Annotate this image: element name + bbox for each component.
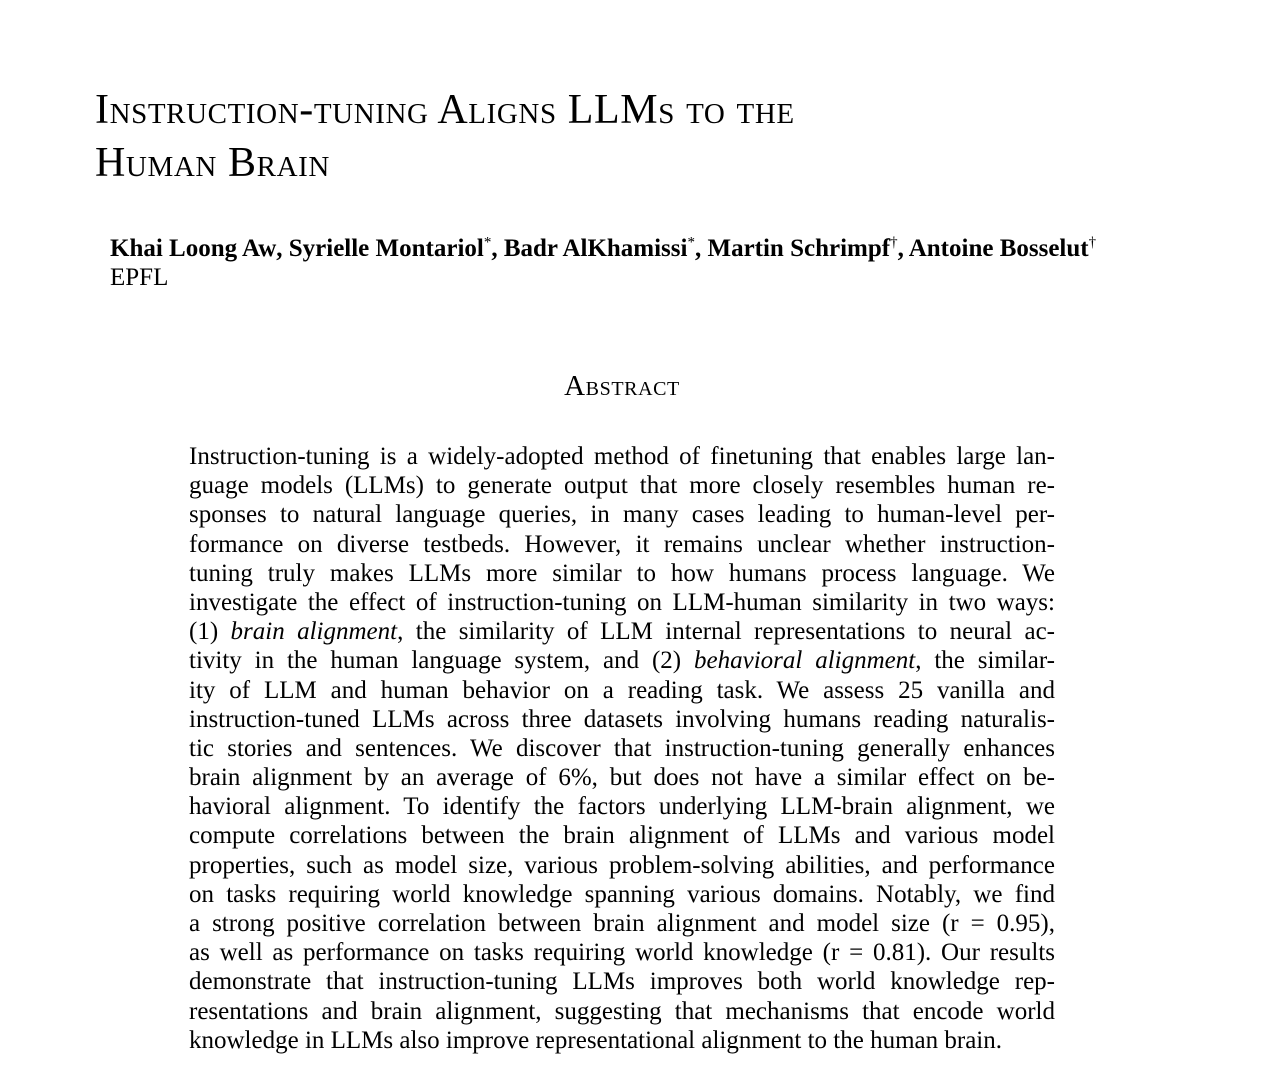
abstract-line xyxy=(189,559,1055,588)
abstract-line xyxy=(189,442,1055,471)
abstract-text: havioral alignment. To identify the factors underlying LLM-brain alignment, we xyxy=(189,793,1055,821)
abstract-text: compute correlations between the brain alignment of LLMs and various model xyxy=(189,822,1055,850)
paper-title xyxy=(95,84,1195,190)
title-line-2: Human Brain xyxy=(95,140,330,186)
abstract-line xyxy=(189,705,1055,734)
abstract-text: ity of LLM and human behavior on a reading task. We assess 25 vanilla and xyxy=(189,676,1055,704)
abstract-text: tuning truly makes LLMs more similar to how humans process language. We xyxy=(189,559,1055,587)
abstract-emphasis: behavioral alignment xyxy=(694,647,916,675)
abstract-text: on tasks requiring world knowledge spanning various domains. Notably, we find xyxy=(189,880,1055,908)
abstract-line xyxy=(189,967,1055,996)
abstract-line xyxy=(189,471,1055,500)
affiliation: EPFL xyxy=(110,264,169,291)
abstract-text: sponses to natural language queries, in many cases leading to human-level per- xyxy=(189,501,1055,529)
abstract-text: , the similarity of LLM internal representations to neural ac- xyxy=(397,618,1055,646)
abstract-line xyxy=(189,938,1055,967)
abstract-text: demonstrate that instruction-tuning LLMs improves both world knowledge rep- xyxy=(189,968,1055,996)
author-mark: * xyxy=(483,234,492,251)
abstract-line xyxy=(189,734,1055,763)
abstract-line xyxy=(189,1026,1055,1055)
abstract-text: properties, such as model size, various problem-solving abilities, and performance xyxy=(189,851,1055,879)
author-list xyxy=(110,234,1230,263)
author-name: Antoine Bosselut xyxy=(908,235,1089,262)
author-name: Syrielle Montariol xyxy=(288,235,484,262)
author-name: Khai Loong Aw xyxy=(110,235,277,262)
abstract-text: brain alignment by an average of 6%, but does not have a similar effect on be- xyxy=(189,764,1055,792)
abstract-text: Instruction-tuning is a widely-adopted method of finetuning that enables large lan- xyxy=(189,443,1055,470)
abstract-text: knowledge in LLMs also improve representational alignment to the human brain. xyxy=(189,1026,1002,1054)
author-name: Badr AlKhamissi xyxy=(503,235,688,262)
author-separator: , xyxy=(897,235,909,262)
abstract-text: , the similar- xyxy=(915,647,1055,675)
author-block xyxy=(110,234,1230,292)
abstract-text: investigate the effect of instruction-tuning on LLM-human similarity in two ways: xyxy=(189,588,1055,616)
abstract-line xyxy=(189,997,1055,1026)
abstract-text: tivity in the human language system, and (2) xyxy=(189,647,694,675)
abstract-heading: Abstract xyxy=(564,370,680,402)
abstract-line xyxy=(189,530,1055,559)
author-separator: , xyxy=(491,235,504,262)
abstract-line xyxy=(189,646,1055,675)
abstract-text: guage models (LLMs) to generate output that more closely resembles human re- xyxy=(189,472,1055,500)
abstract-line xyxy=(189,909,1055,938)
abstract-line xyxy=(189,500,1055,529)
abstract-emphasis: brain alignment xyxy=(230,618,398,646)
abstract-line xyxy=(189,792,1055,821)
author-separator: , xyxy=(276,235,289,262)
abstract-text: instruction-tuned LLMs across three datasets involving humans reading naturalis- xyxy=(189,705,1055,733)
author-mark: † xyxy=(890,234,898,251)
abstract-text: as well as performance on tasks requiring world knowledge (r = 0.81). Our results xyxy=(189,939,1055,967)
abstract-line xyxy=(189,851,1055,880)
author-mark: † xyxy=(1088,234,1097,251)
abstract-text: formance on diverse testbeds. However, it remains unclear whether instruction- xyxy=(189,530,1055,558)
abstract-text: a strong positive correlation between brain alignment and model size (r = 0.95), xyxy=(189,910,1055,937)
title-line-1: Instruction-tuning Aligns LLMs to the xyxy=(95,87,795,133)
author-name: Martin Schrimpf xyxy=(707,235,891,262)
abstract-text: resentations and brain alignment, suggesting that mechanisms that encode world xyxy=(189,997,1055,1025)
abstract-line xyxy=(189,676,1055,705)
abstract-text: tic stories and sentences. We discover that instruction-tuning generally enhances xyxy=(189,734,1055,762)
abstract-text: (1) xyxy=(189,618,231,646)
abstract-line xyxy=(189,763,1055,792)
abstract-line xyxy=(189,588,1055,617)
abstract-line xyxy=(189,821,1055,850)
author-separator: , xyxy=(694,235,708,262)
abstract-body xyxy=(189,442,1055,1055)
abstract-line xyxy=(189,617,1055,646)
author-mark: * xyxy=(687,234,695,251)
abstract-line xyxy=(189,880,1055,909)
